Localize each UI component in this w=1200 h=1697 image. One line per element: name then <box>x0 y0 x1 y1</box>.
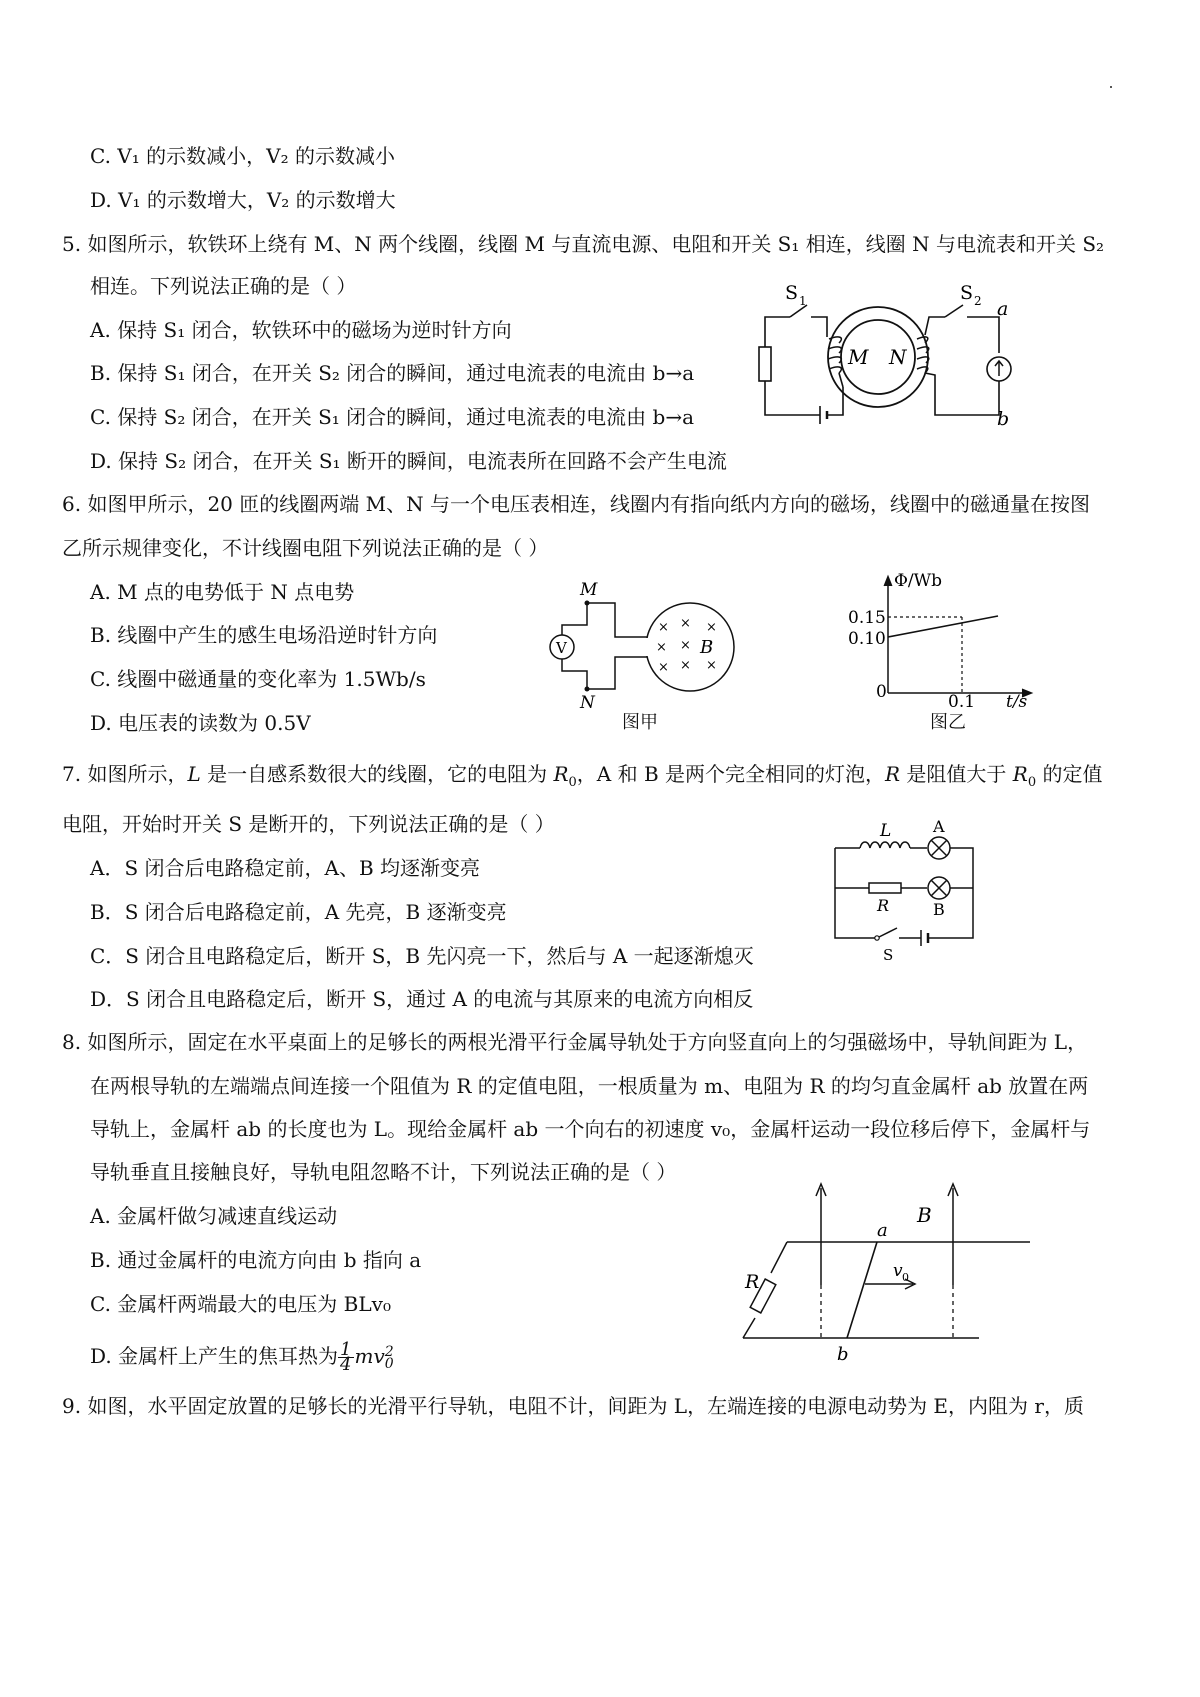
q6-figb-x01: 0.1 <box>948 692 976 708</box>
q8-stem-line1: 8. 如图所示，固定在水平桌面上的足够长的两根光滑平行金属导轨处于方向竖直向上的匀强磁场中，导轨间距为 L， <box>62 1030 1088 1054</box>
q9-stem-line1: 9. 如图，水平固定放置的足够长的光滑平行导轨，电阻不计，间距为 L，左端连接的电源电动势为 E，内阻为 r，质 <box>62 1394 1084 1418</box>
q6-figb-origin: 0 <box>876 682 887 702</box>
q6-figb-ylabel: Φ/Wb <box>894 571 943 591</box>
page-dot <box>1110 86 1112 88</box>
q7-stem-part5: 的定值 <box>1036 762 1103 786</box>
q8-fig-v-label: v <box>893 1261 903 1281</box>
q5-fig-s1-label: S <box>785 282 799 304</box>
svg-text:×: × <box>680 638 691 653</box>
q8-rail-figure <box>735 1180 1040 1365</box>
q6-option-d: D. 电压表的读数为 0.5V <box>90 711 311 735</box>
q7-option-a: A．S 闭合后电路稳定前，A、B 均逐渐变亮 <box>90 856 480 880</box>
q8-fig-a-label: a <box>877 1220 888 1241</box>
q8-option-a: A. 金属杆做匀减速直线运动 <box>90 1204 338 1228</box>
q7-option-d: D．S 闭合且电路稳定后，断开 S，通过 A 的电流与其原来的电流方向相反 <box>90 987 754 1011</box>
q8-option-c: C. 金属杆两端最大的电压为 BLv₀ <box>90 1292 391 1316</box>
q6-option-a: A. M 点的电势低于 N 点电势 <box>90 580 355 604</box>
q6-figb-y010: 0.10 <box>848 629 886 649</box>
q6-figb-xlabel: t/s <box>1006 692 1028 708</box>
q5-fig-s2-sub: 2 <box>974 294 982 308</box>
q7-stem-line1 <box>62 760 1103 797</box>
q7-stem-part2: 是一自感系数很大的线圈，它的电阻为 <box>200 762 554 786</box>
q8-fraction-numerator: 1 <box>340 1339 352 1360</box>
q8-fig-rod-b-label: b <box>837 1344 849 1365</box>
q6-figa-n-label: N <box>580 693 595 710</box>
q4-option-c: C. V₁ 的示数减小，V₂ 的示数减小 <box>90 144 395 168</box>
q5-stem-line1: 5. 如图所示，软铁环上绕有 M、N 两个线圈，线圈 M 与直流电源、电阻和开关 S₁ 相连，线圈 N 与电流表和开关 S₂ <box>62 232 1105 256</box>
q5-fig-s1-sub: 1 <box>799 294 807 308</box>
q7-stem-part3: ，A 和 B 是两个完全相同的灯泡， <box>576 762 886 786</box>
q6-option-b: B. 线圈中产生的感生电场沿逆时针方向 <box>90 623 438 647</box>
q7-stem-part1: 7. 如图所示， <box>62 762 188 786</box>
q7-fig-b-label: B <box>933 900 945 919</box>
q7-option-b: B．S 闭合后电路稳定前，A 先亮，B 逐渐变亮 <box>90 900 507 924</box>
svg-text:×: × <box>706 620 717 635</box>
q6-figure-b-graph <box>840 568 1040 708</box>
q8-fig-r-label: R <box>745 1271 760 1293</box>
q6-stem-line2: 乙所示规律变化，不计线圈电阻下列说法正确的是（ ） <box>62 536 549 560</box>
q4-option-d: D. V₁ 的示数增大，V₂ 的示数增大 <box>90 188 396 212</box>
svg-text:×: × <box>656 640 667 655</box>
q5-stem-line2: 相连。下列说法正确的是（ ） <box>90 274 357 298</box>
q8-option-d-sub: 0 <box>384 1355 394 1372</box>
q5-option-d: D. 保持 S₂ 闭合，在开关 S₁ 断开的瞬间，电流表所在回路不会产生电流 <box>90 449 727 473</box>
q6-figb-y015: 0.15 <box>848 608 886 628</box>
q6-figa-m-label: M <box>580 580 598 600</box>
q7-stem-R0-sub: 0 <box>568 775 577 790</box>
q8-fig-v-sub: 0 <box>902 1271 909 1284</box>
q6-option-c: C. 线圈中磁通量的变化率为 1.5Wb/s <box>90 667 426 691</box>
q5-option-a: A. 保持 S₁ 闭合，软铁环中的磁场为逆时针方向 <box>90 318 512 342</box>
q6-stem-line1: 6. 如图甲所示，20 匝的线圈两端 M、N 与一个电压表相连，线圈内有指向纸内方向的磁场，线圈中的磁通量在按图 <box>62 492 1090 516</box>
q6-figure-a <box>540 575 750 710</box>
svg-text:×: × <box>658 620 669 635</box>
q5-fig-a-label: a <box>997 298 1009 320</box>
q5-toroid-figure <box>745 275 1055 445</box>
q5-option-c: C. 保持 S₂ 闭合，在开关 S₁ 闭合的瞬间，通过电流表的电流由 b→a <box>90 405 695 429</box>
q8-option-d-fraction <box>338 1339 353 1375</box>
q5-fig-b-label: b <box>997 408 1010 430</box>
q7-stem-part4: 是阻值大于 <box>900 762 1013 786</box>
q7-fig-r-label: R <box>877 896 890 915</box>
q6-figure-a-caption: 图甲 <box>622 712 658 733</box>
q6-figa-voltmeter-label: V <box>556 639 567 657</box>
q8-stem-line2: 在两根导轨的左端端点间连接一个阻值为 R 的定值电阻，一根质量为 m、电阻为 R 的均匀直金属杆 ab 放置在两 <box>90 1074 1089 1098</box>
q6-figa-b-label: B <box>700 637 714 658</box>
q8-stem-line3: 导轨上，金属杆 ab 的长度也为 L。现给金属杆 ab 一个向右的初速度 v₀，金属杆运动一段位移后停下，金属杆与 <box>90 1117 1091 1141</box>
q8-fig-b-field-label: B <box>917 1203 932 1227</box>
svg-text:×: × <box>706 658 717 673</box>
q5-fig-m-label: M <box>848 345 869 369</box>
q7-option-c: C．S 闭合且电路稳定后，断开 S，B 先闪亮一下，然后与 A 一起逐渐熄灭 <box>90 944 754 968</box>
q7-circuit-figure <box>825 820 985 965</box>
q6-figure-b-caption: 图乙 <box>930 712 966 733</box>
q8-option-d-sup: 2 <box>384 1343 394 1360</box>
svg-text:×: × <box>680 616 691 631</box>
q7-stem-R0: R <box>553 762 569 786</box>
q7-fig-s-label: S <box>883 946 894 964</box>
q7-stem-L: L <box>187 762 201 786</box>
q8-stem-line4: 导轨垂直且接触良好，导轨电阻忽略不计，下列说法正确的是（ ） <box>90 1160 677 1184</box>
q5-option-b: B. 保持 S₁ 闭合，在开关 S₂ 闭合的瞬间，通过电流表的电流由 b→a <box>90 361 695 385</box>
q5-fig-s2-label: S <box>960 282 974 304</box>
q7-stem-R0-2: R <box>1012 762 1028 786</box>
q8-option-d <box>90 1338 394 1374</box>
q8-fraction-denominator: 4 <box>340 1354 352 1375</box>
q8-option-b: B. 通过金属杆的电流方向由 b 指向 a <box>90 1248 422 1272</box>
q7-fig-l-label: L <box>880 821 892 841</box>
q5-fig-n-label: N <box>889 345 907 369</box>
svg-text:×: × <box>658 660 669 675</box>
q7-fig-a-label: A <box>933 820 945 836</box>
q7-stem-R: R <box>885 762 901 786</box>
q7-stem-R0-2-sub: 0 <box>1027 775 1037 790</box>
q8-option-d-text: D. 金属杆上产生的焦耳热为 <box>90 1344 339 1368</box>
q8-option-d-mv: mv <box>354 1344 385 1368</box>
svg-text:×: × <box>680 658 691 673</box>
q7-stem-line2: 电阻，开始时开关 S 是断开的，下列说法正确的是（ ） <box>62 812 555 836</box>
